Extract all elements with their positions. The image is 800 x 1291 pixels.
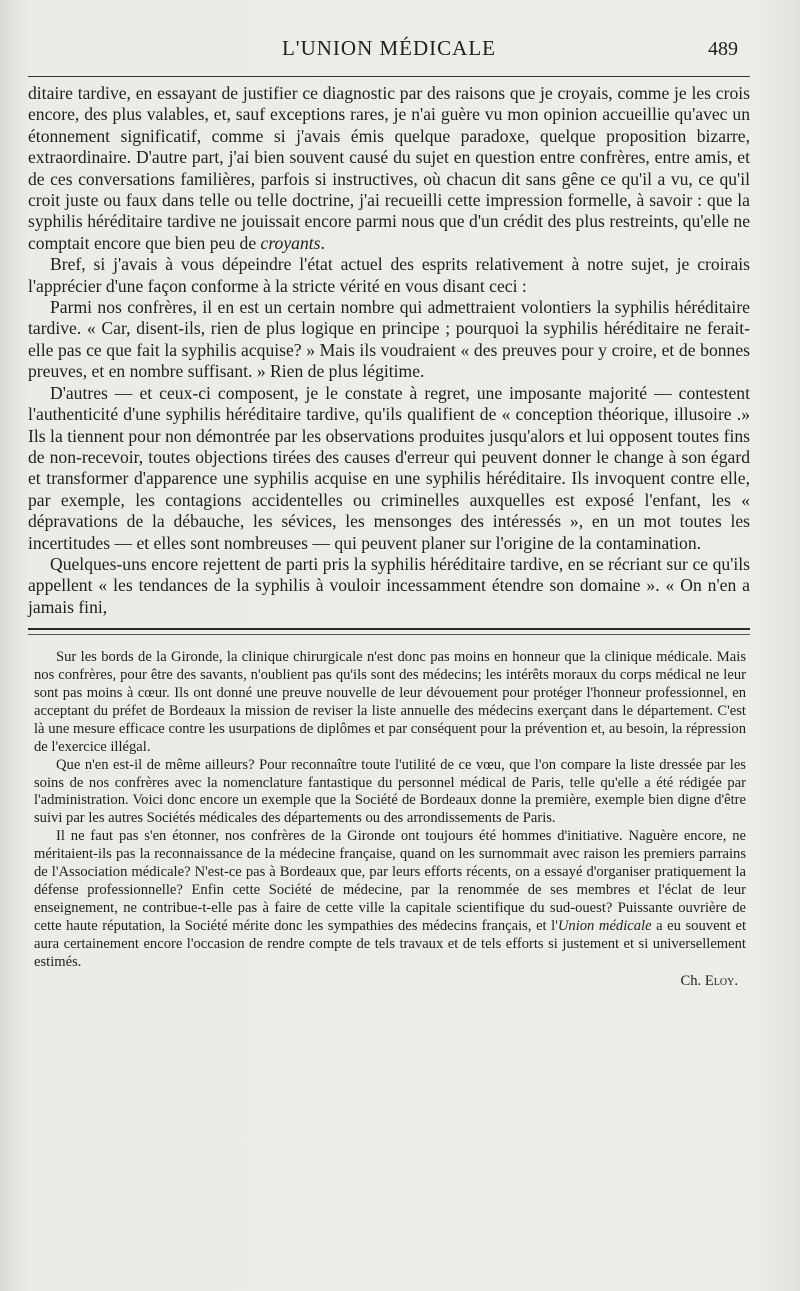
paragraph-4: D'autres — et ceux-ci composent, je le constate à regret, une imposante majorité — contestent l'authenticité d'une syphilis héréditaire tardive, qu'ils qualifient de « conception théorique, illusoire .» Ils la tiennent pour non démontrée par les observations produites jusqu'alors et lui opposent toutes fins de non-recevoir, toutes objections tirées des causes d'erreur qui peuvent donner le change à son égard et transformer d'apparence une syphilis acquise en une syphilis héréditaire. Ils invoquent contre elle, par exemple, les contagions accidentelles ou criminelles auxquelles est exposé l'enfant, les « dépravations de la débauche, les sévices, les mensonges des intéressés », en un mot toutes les incertitudes — et elles sont nombreuses — qui peuvent planer sur l'origine de la contamination. [28,382,750,553]
page-number: 489 [708,38,738,60]
header-rule [28,76,750,77]
page-header [28,36,750,72]
running-title: L'UNION MÉDICALE [281,36,496,60]
main-text [28,83,750,618]
footnote-block [28,649,750,991]
paragraph-2: Bref, si j'avais à vous dépeindre l'état actuel des esprits relativement à notre sujet, je croirais l'apprécier d'une façon conforme à la stricte vérité en vous disant ceci : [28,254,750,296]
footnote-paragraph-2: Que n'en est-il de même ailleurs? Pour reconnaître toute l'utilité de ce vœu, que l'on compare la liste dressée par les soins de nos confrères avec la nomenclature fantastique du personnel médical de Paris, telle qu'elle a été rédigée par l'administration. Voici donc encore un exemple que la Société de Bordeaux donne la première, exemple bien digne d'être suivi par les autres Sociétés médicales des départements ou des arrondissements de Paris. [34,756,746,827]
footnote-paragraph-3: Il ne faut pas s'en étonner, nos confrères de la Gironde ont toujours été hommes d'initiative. Naguère encore, ne méritaient-ils pas la reconnaissance de la médecine française, quand on les surnommait avec raison les premiers parrains de l'Association médicale? N'est-ce pas à Bordeaux que, par leurs efforts récents, on a essayé d'organiser pratiquement la défense professionnelle? Enfin cette Société de médecine, par la renommée de ses membres et l'éclat de leur enseignement, ne contribue-t-elle pas à faire de cette ville la capitale scientifique du sud-ouest? Puissante ouvrière de cette haute réputation, la Société mérite donc les sympathies des médecins français, et l'Union médicale a eu souvent et aura certainement encore l'occasion de rendre compte de tels travaux et de tels efforts si justement et si universellement estimés. [34,828,746,970]
paragraph-1: ditaire tardive, en essayant de justifier ce diagnostic par des raisons que je croyais, comme je les crois encore, des plus valables, et, sauf exceptions rares, je n'ai guère vu mon opinion accueillie qu'avec un étonnement significatif, comme si j'avais émis quelque paradoxe, quelque proposition bizarre, extraordinaire. D'autre part, j'ai bien souvent causé du sujet en question entre confrères, entre amis, et de ces conversations familières, parfois si instructives, où chacun dit sans gêne ce qu'il a vu, ce qu'il croit juste ou faux dans telle ou telle doctrine, j'ai recueilli cette impression formelle, à savoir : que la syphilis héréditaire tardive ne jouissait encore parmi nous que d'un crédit des plus restreints, qu'elle ne comptait encore que bien peu de croyants. [28,83,750,253]
paragraph-5: Quelques-uns encore rejettent de parti pris la syphilis héréditaire tardive, en se récriant sur ce qu'ils appellent « les tendances de la syphilis à vouloir incessamment étendre son domaine ». « On n'en a jamais fini, [28,553,750,617]
emphasis-croyants: croyants [260,232,321,253]
emphasis-union-medicale: Union médicale [557,917,652,934]
signature: Ch. Eloy. [680,973,738,990]
paragraph-3: Parmi nos confrères, il en est un certain nombre qui admettraient volontiers la syphilis héréditaire tardive. « Car, disent-ils, rien de plus logique en principe ; pourquoi la syphilis héréditaire ne ferait-elle pas ce que fait la syphilis acquise? » Mais ils voudraient « des preuves pour y croire, et de bonnes preuves, et en nombre suffisant. » Rien de plus légitime. [28,297,750,382]
section-divider-thin [28,634,750,635]
section-divider [28,628,750,630]
signature-name: Eloy. [704,973,738,990]
footnote-paragraph-1: Sur les bords de la Gironde, la clinique chirurgicale n'est donc pas moins en honneur que la clinique médicale. Mais nos confrères, pour être des savants, n'oublient pas qu'ils sont des médecins; les intérêts moraux du corps médical ne leur sont pas moins à cœur. Ils ont donné une preuve nouvelle de leur dévouement pour protéger l'honneur professionnel, en acceptant du préfet de Bordeaux la mission de reviser la liste annuelle des médecins exerçant dans le département. C'est là une mesure efficace contre les usurpations de diplômes et par conséquent pour la prévention et, au besoin, la répression de l'exercice illégal. [34,649,746,755]
